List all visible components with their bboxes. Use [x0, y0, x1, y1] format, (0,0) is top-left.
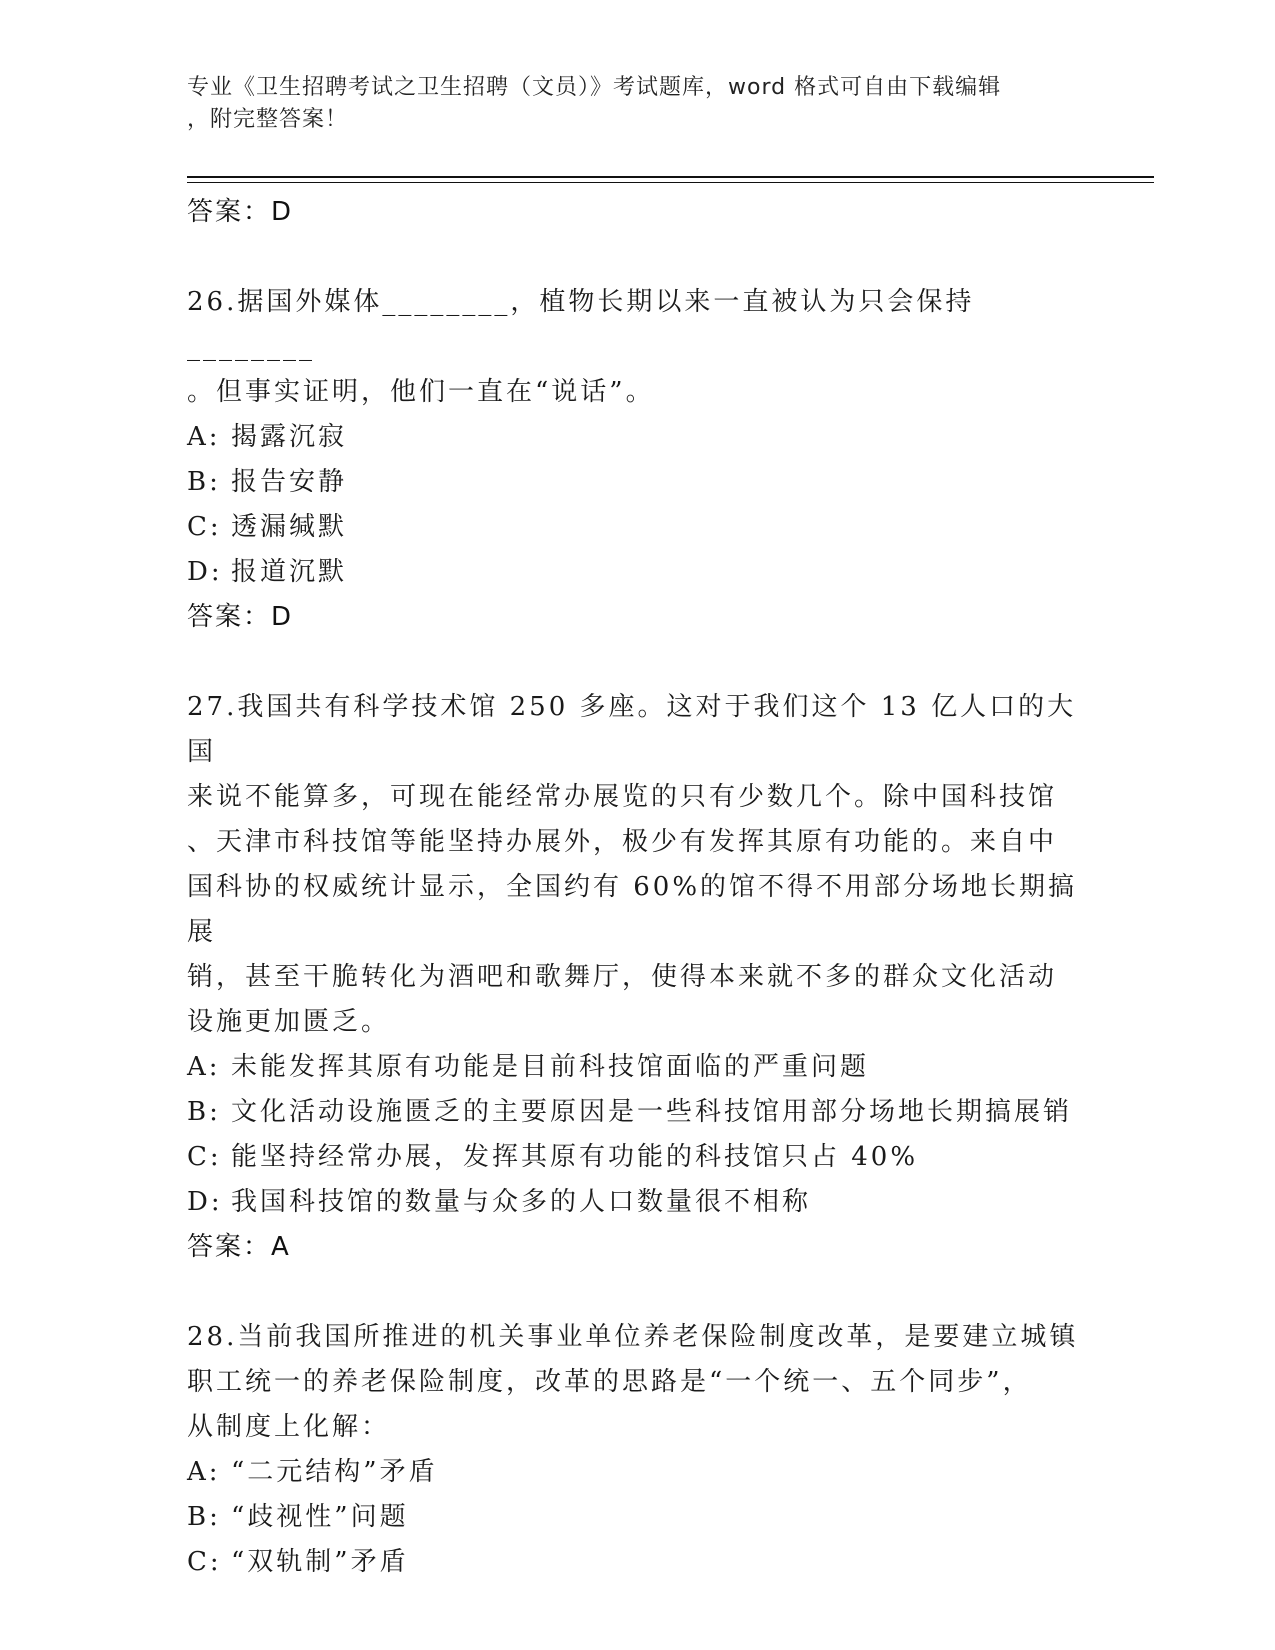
option-letter: D:: [187, 557, 223, 587]
question-text-line: 、天津市科技馆等能坚持办展外，极少有发挥其原有功能的。来自中: [187, 827, 1058, 857]
option-text: 报道沉默: [231, 557, 348, 587]
header-divider-thick: [187, 176, 1154, 178]
question-text-line: 26.据国外媒体________，植物长期以来一直被认为只会保持________: [187, 287, 975, 362]
option-letter: C:: [187, 1547, 222, 1577]
option-d: [187, 550, 1087, 595]
answer-line: 答案：D: [187, 197, 294, 227]
header-line-2: ，附完整答案！: [187, 107, 349, 132]
option-letter: A:: [187, 1457, 221, 1487]
question-text-line: 设施更加匮乏。: [187, 1007, 391, 1037]
question-text-line: 职工统一的养老保险制度，改革的思路是“一个统一、五个同步”，: [187, 1367, 1032, 1397]
question-text-line: 27.我国共有科学技术馆 250 多座。这对于我们这个 13 亿人口的大国: [187, 692, 1077, 767]
header-divider-thin: [187, 182, 1154, 183]
question-text-line: 从制度上化解：: [187, 1412, 391, 1442]
question-28: [187, 1315, 1087, 1585]
option-c: [187, 505, 1087, 550]
option-b: [187, 1090, 1087, 1135]
page-header: [187, 72, 1087, 136]
option-c: [187, 1540, 1087, 1585]
option-a: [187, 415, 1087, 460]
question-text-line: 销，甚至干脆转化为酒吧和歌舞厅，使得本来就不多的群众文化活动: [187, 962, 1058, 992]
question-27: [187, 685, 1087, 1269]
option-text: “歧视性”问题: [231, 1502, 409, 1532]
header-line-1: 专业《卫生招聘考试之卫生招聘（文员）》考试题库，word 格式可自由下载编辑: [187, 75, 1002, 100]
answer-line: 答案：D: [187, 602, 294, 632]
option-letter: B:: [187, 1097, 221, 1127]
question-list: [187, 190, 1087, 1585]
question-text-line: 。但事实证明，他们一直在“说话”。: [187, 377, 655, 407]
option-letter: B:: [187, 1502, 221, 1532]
option-b: [187, 460, 1087, 505]
option-text: 未能发挥其原有功能是目前科技馆面临的严重问题: [231, 1052, 870, 1082]
option-d: [187, 1180, 1087, 1225]
option-letter: A:: [187, 422, 221, 452]
answer-line: 答案：A: [187, 1232, 291, 1262]
question-26: [187, 280, 1087, 639]
question-text-line: 来说不能算多，可现在能经常办展览的只有少数几个。除中国科技馆: [187, 782, 1058, 812]
option-text: 文化活动设施匮乏的主要原因是一些科技馆用部分场地长期搞展销: [231, 1097, 1073, 1127]
option-text: “二元结构”矛盾: [231, 1457, 438, 1487]
question-text-line: 28.当前我国所推进的机关事业单位养老保险制度改革，是要建立城镇: [187, 1322, 1079, 1352]
option-text: 我国科技馆的数量与众多的人口数量很不相称: [231, 1187, 812, 1217]
option-text: 能坚持经常办展，发挥其原有功能的科技馆只占 40%: [231, 1142, 919, 1172]
option-text: “双轨制”矛盾: [231, 1547, 409, 1577]
option-letter: D:: [187, 1187, 223, 1217]
option-a: [187, 1450, 1087, 1495]
option-letter: C:: [187, 1142, 222, 1172]
option-letter: A:: [187, 1052, 221, 1082]
option-b: [187, 1495, 1087, 1540]
option-text: 报告安静: [231, 467, 348, 497]
option-c: [187, 1135, 1087, 1180]
option-letter: B:: [187, 467, 221, 497]
option-a: [187, 1045, 1087, 1090]
option-letter: C:: [187, 512, 222, 542]
option-text: 透漏缄默: [231, 512, 348, 542]
option-text: 揭露沉寂: [231, 422, 348, 452]
question-text-line: 国科协的权威统计显示，全国约有 60%的馆不得不用部分场地长期搞展: [187, 872, 1078, 947]
